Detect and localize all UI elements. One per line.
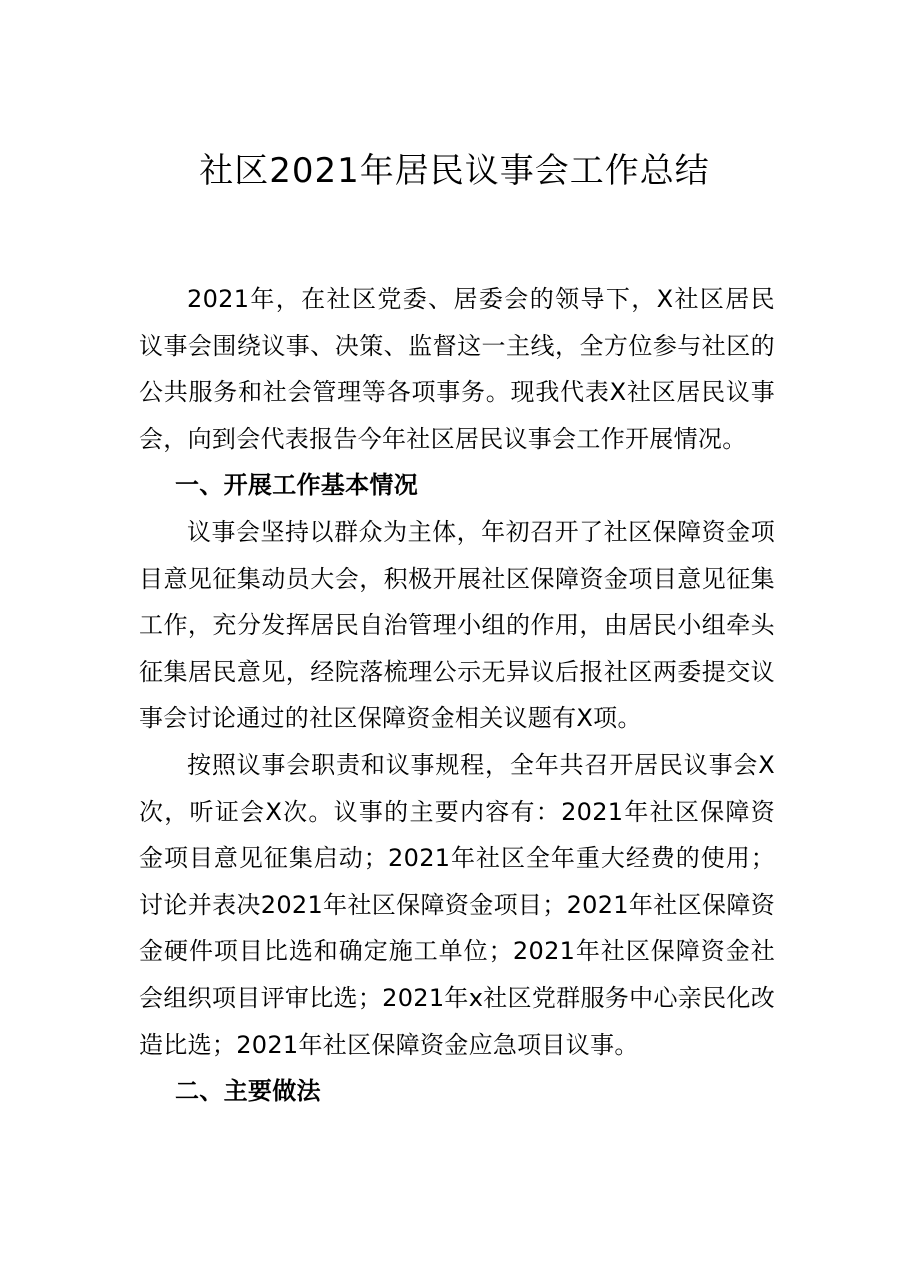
paragraph-meetings: 按照议事会职责和议事规程，全年共召开居民议事会X次，听证会X次。议事的主要内容有：2021年社区保障资金项目意见征集启动；2021年社区全年重大经费的使用；讨论并表决2021年社区保障资金项目；2021年社区保障资金硬件项目比选和确定施工单位；2021年社区保障资金社会组织项目评审比选；2021年x社区党群服务中心亲民化改造比选；2021年社区保障资金应急项目议事。 (139, 750, 775, 1059)
section-heading-basic-situation: 一、开展工作基本情况 (175, 471, 418, 500)
document-title: 社区2021年居民议事会工作总结 (199, 151, 710, 191)
section-heading-main-practices: 二、主要做法 (175, 1077, 321, 1106)
paragraph-project-collection: 议事会坚持以群众为主体，年初召开了社区保障资金项目意见征集动员大会，积极开展社区保障资金项目意见征集工作，充分发挥居民自治管理小组的作用，由居民小组牵头征集居民意见，经院落梳理公示无异议后报社区两委提交议事会讨论通过的社区保障资金相关议题有X项。 (139, 517, 775, 733)
document-body (139, 276, 775, 1115)
intro-paragraph: 2021年，在社区党委、居委会的领导下，X社区居民议事会围绕议事、决策、监督这一主线，全方位参与社区的公共服务和社会管理等各项事务。现我代表X社区居民议事会，向到会代表报告今年社区居民议事会工作开展情况。 (139, 285, 775, 453)
